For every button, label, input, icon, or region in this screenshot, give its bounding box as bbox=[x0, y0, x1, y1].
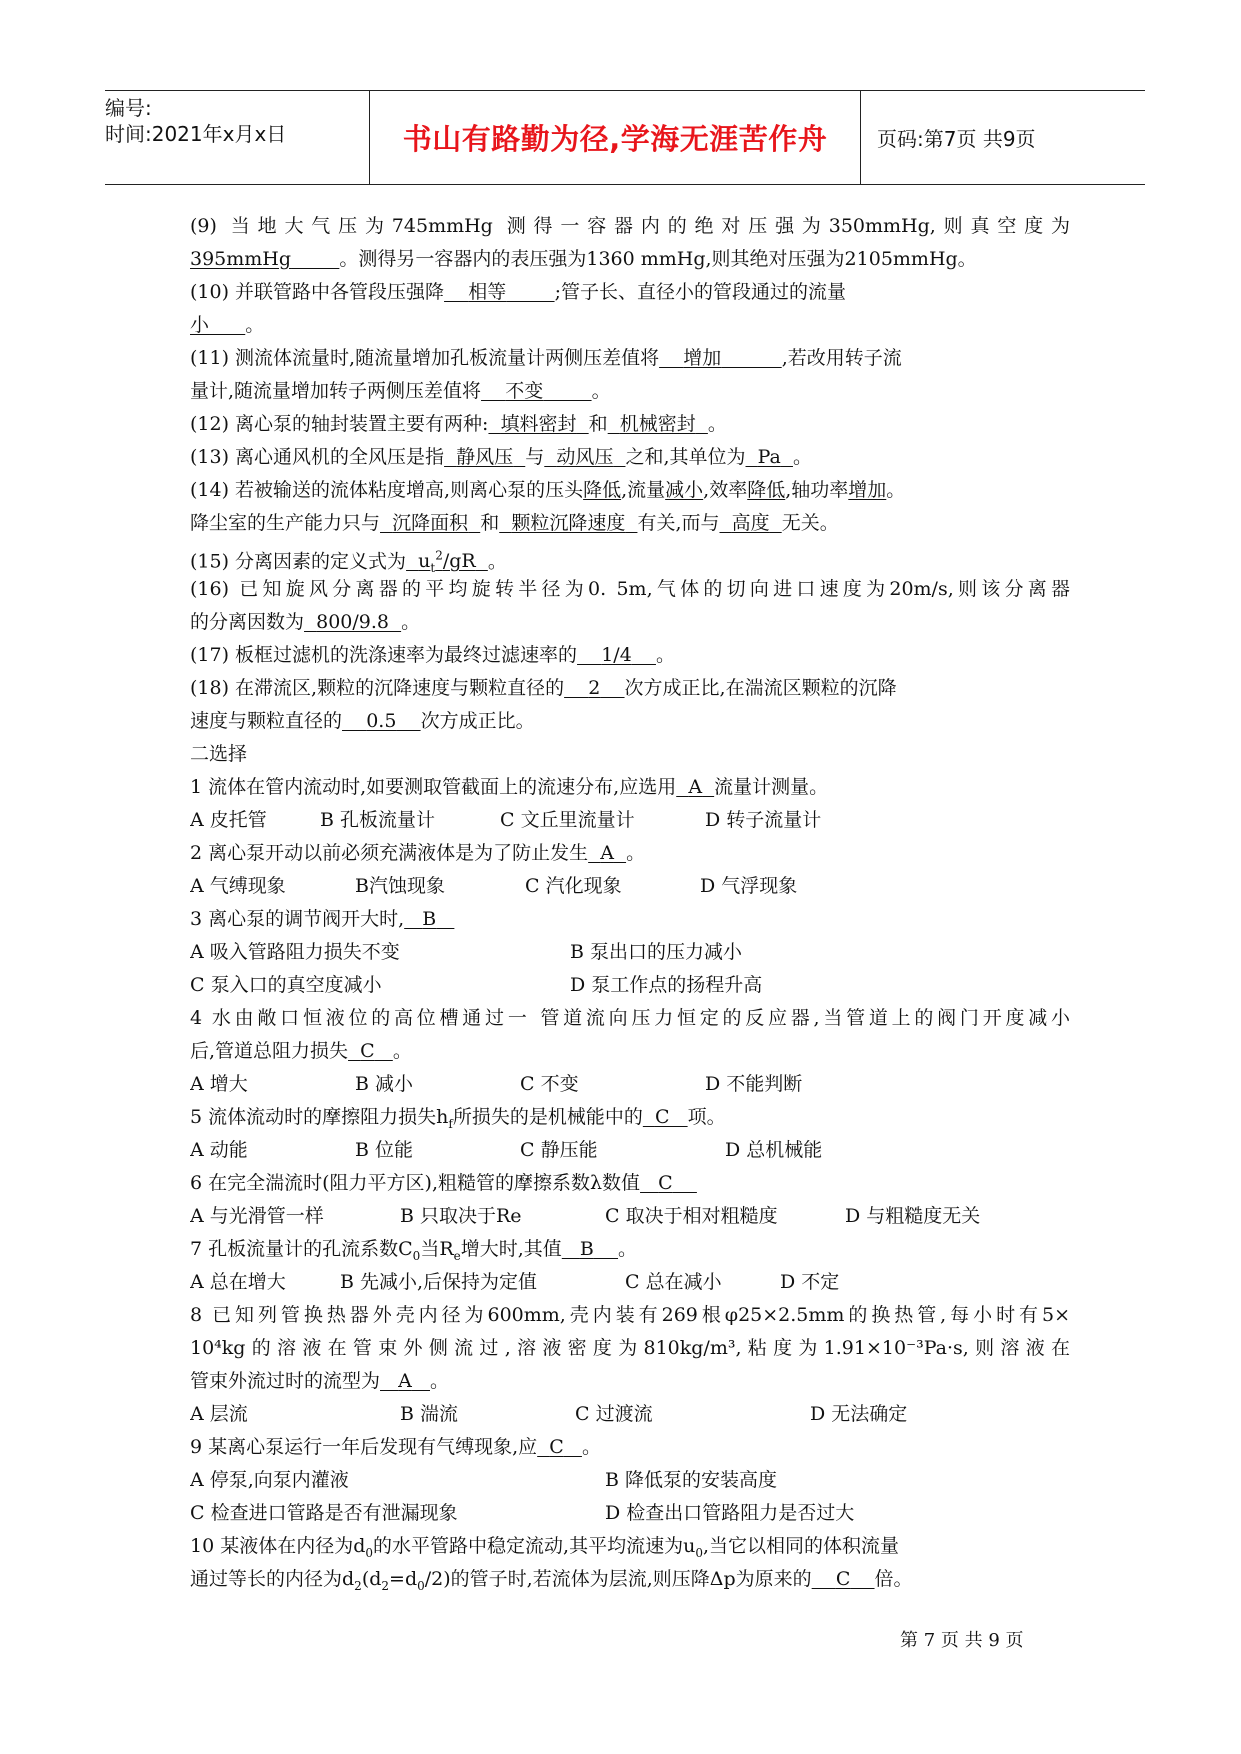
answer-blank: 静风压 bbox=[456, 446, 514, 468]
answer-blank: 相等 bbox=[468, 281, 507, 303]
question-17: (17) 板框过滤机的洗涤速率为最终过滤速率的 1/4 。 bbox=[190, 644, 675, 666]
answer-blank: 颗粒沉降速度 bbox=[511, 512, 626, 534]
header-left bbox=[105, 91, 369, 188]
section-title: 二选择 bbox=[190, 743, 248, 765]
answer-blank: $u_t^2/gR$ bbox=[418, 549, 476, 573]
answer-blank: 机械密封 bbox=[619, 413, 696, 435]
question-9-line-2: 395mmHg 。测得另一容器内的表压强为1360 mmHg,则其绝对压强为2105mmHg。 bbox=[190, 248, 977, 270]
answer-blank: 小 bbox=[190, 314, 210, 336]
choice-9-options-1: A 停泵,向泵内灌液 B 降低泵的安装高度 bbox=[190, 1469, 778, 1491]
question-10-line-2: 小 。 bbox=[190, 314, 265, 336]
choice-2-options: A 气缚现象 B汽蚀现象 C 汽化现象 D 气浮现象 bbox=[190, 875, 798, 897]
answer-blank: B bbox=[422, 908, 437, 930]
question-15: (15) 分离因素的定义式为 $u_t^2/gR$ 。 bbox=[190, 549, 507, 573]
question-11-line-2: 量计,随流量增加转子两侧压差值将 不变 。 bbox=[190, 380, 611, 402]
choice-1-question: 1 流体在管内流动时,如要测取管截面上的流速分布,应选用 A 流量计测量。 bbox=[190, 776, 829, 798]
choice-10-question-1: 10 某液体在内径为$d_0$的水平管路中稳定流动,其平均流速为$u_0$,当它以相同的体积流量 bbox=[190, 1535, 899, 1560]
choice-5-options: A 动能 B 位能 C 静压能 D 总机械能 bbox=[190, 1139, 823, 1161]
question-16-line-1: (16) 已知旋风分离器的平均旋转半径为0. 5m,气体的切向进口速度为20m/s,则该分离器 bbox=[190, 578, 1070, 600]
choice-1-options: A 皮托管 B 孔板流量计 C 文丘里流量计 D 转子流量计 bbox=[190, 809, 822, 831]
answer-blank: C bbox=[549, 1436, 564, 1458]
question-9-line-1: (9) 当地大气压为745mmHg 测得一容器内的绝对压强为350mmHg,则真空度为 bbox=[190, 215, 1070, 237]
choice-2-question: 2 离心泵开动以前必须充满液体是为了防止发生 A 。 bbox=[190, 842, 646, 864]
answer-blank: Pa bbox=[757, 446, 781, 468]
answer-blank: C bbox=[360, 1040, 375, 1062]
choice-7-options: A 总在增大 B 先减小,后保持为定值 C 总在减小 D 不定 bbox=[190, 1271, 840, 1293]
document-body bbox=[190, 210, 1070, 1596]
choice-4-question-1: 4 水由敞口恒液位的高位槽通过一 管道流向压力恒定的反应器,当管道上的阀门开度减小 bbox=[190, 1007, 1070, 1029]
question-18-line-1: (18) 在滞流区,颗粒的沉降速度与颗粒直径的 2 次方成正比,在湍流区颗粒的沉降 bbox=[190, 677, 897, 699]
header-motto: 书山有路勤为径,学海无涯苦作舟 bbox=[369, 91, 861, 184]
choice-9-question: 9 某离心泵运行一年后发现有气缚现象,应 C 。 bbox=[190, 1436, 601, 1458]
choice-3-options-2: C 泵入口的真空度减小 D 泵工作点的扬程升高 bbox=[190, 974, 763, 996]
document-number-label: 编号: bbox=[105, 96, 152, 120]
question-14-line-2: 降尘室的生产能力只与 沉降面积 和 颗粒沉降速度 有关,而与 高度 无关。 bbox=[190, 512, 839, 534]
choice-6-options: A 与光滑管一样 B 只取决于Re C 取决于相对粗糙度 D 与粗糙度无关 bbox=[190, 1205, 981, 1227]
answer-blank: C bbox=[835, 1568, 851, 1590]
answer-blank: 增加 bbox=[683, 347, 722, 369]
question-10-line-1: (10) 并联管路中各管段压强降 相等 ;管子长、直径小的管段通过的流量 bbox=[190, 281, 846, 303]
answer-blank: B bbox=[579, 1238, 594, 1260]
answer-blank: A bbox=[688, 776, 703, 798]
answer-blank: A bbox=[398, 1370, 412, 1392]
answer-blank: 填料密封 bbox=[500, 413, 577, 435]
answer-blank: 1/4 bbox=[601, 644, 632, 666]
choice-8-question-2: 10⁴kg的溶液在管束外侧流过,溶液密度为810kg/m³,粘度为1.91×10⁻³Pa·s,则溶液在 bbox=[190, 1337, 1070, 1359]
choice-3-options-1: A 吸入管路阻力损失不变 B 泵出口的压力减小 bbox=[190, 941, 743, 963]
answer-blank: 高度 bbox=[731, 512, 770, 534]
choice-4-question-2: 后,管道总阻力损失 C 。 bbox=[190, 1040, 412, 1062]
choice-7-question: 7 孔板流量计的孔流系数$C_0$当$R_e$增大时,其值 B 。 bbox=[190, 1238, 638, 1263]
choice-9-options-2: C 检查进口管路是否有泄漏现象 D 检查出口管路阻力是否过大 bbox=[190, 1502, 855, 1524]
header-page-code: 页码:第7页 共9页 bbox=[877, 127, 1036, 151]
page-footer: 第 7 页 共 9 页 bbox=[900, 1630, 1024, 1651]
choice-6-question: 6 在完全湍流时(阻力平方区),粗糙管的摩擦系数λ数值 C bbox=[190, 1172, 673, 1194]
document-time-label: 时间:2021年x月x日 bbox=[105, 122, 287, 146]
question-11-line-1: (11) 测流体流量时,随流量增加孔板流量计两侧压差值将 增加 ,若改用转子流 bbox=[190, 347, 902, 369]
question-16-line-2: 的分离因数为 800/9.8 。 bbox=[190, 611, 421, 633]
question-18-line-2: 速度与颗粒直径的 0.5 次方成正比。 bbox=[190, 710, 535, 732]
answer-blank: 增加 bbox=[848, 479, 887, 501]
answer-blank: 沉降面积 bbox=[392, 512, 469, 534]
answer-blank: C bbox=[654, 1106, 670, 1128]
question-13: (13) 离心通风机的全风压是指 静风压 与 动风压 之和,其单位为 Pa 。 bbox=[190, 446, 812, 468]
answer-blank: 800/9.8 bbox=[316, 611, 389, 633]
answer-blank: 减小 bbox=[665, 479, 704, 501]
question-14-line-1: (14) 若被输送的流体粘度增高,则离心泵的压头降低,流量减小,效率降低,轴功率增加。 bbox=[190, 479, 906, 501]
answer-blank: 2 bbox=[588, 677, 601, 699]
choice-3-question: 3 离心泵的调节阀开大时, B bbox=[190, 908, 437, 930]
answer-blank: 不变 bbox=[505, 380, 544, 402]
answer-blank: 降低 bbox=[747, 479, 786, 501]
answer-blank: C bbox=[658, 1172, 673, 1194]
answer-blank: A bbox=[600, 842, 614, 864]
choice-8-question-3: 管束外流过时的流型为 A 。 bbox=[190, 1370, 450, 1392]
choice-10-question-2: 通过等长的内径为$d_2(d_2=d_0/2)$的管子时,若流体为层流,则压降Δp为原来的 C 倍。 bbox=[190, 1568, 913, 1593]
choice-8-question-1: 8 已知列管换热器外壳内径为600mm,壳内装有269根φ25×2.5mm的换热管,每小时有5× bbox=[190, 1304, 1070, 1326]
answer-blank: 动风压 bbox=[556, 446, 614, 468]
page-header bbox=[105, 90, 1145, 185]
answer-blank: 降低 bbox=[583, 479, 622, 501]
choice-4-options: A 增大 B 减小 C 不变 D 不能判断 bbox=[190, 1073, 803, 1095]
choice-5-question: 5 流体流动时的摩擦阻力损失$h_f$所损失的是机械能中的 C 项。 bbox=[190, 1106, 726, 1131]
answer-blank: 0.5 bbox=[366, 710, 397, 732]
question-12: (12) 离心泵的轴封装置主要有两种: 填料密封 和 机械密封 。 bbox=[190, 413, 727, 435]
answer-blank: 395mmHg bbox=[190, 248, 292, 270]
choice-8-options: A 层流 B 湍流 C 过渡流 D 无法确定 bbox=[190, 1403, 908, 1425]
